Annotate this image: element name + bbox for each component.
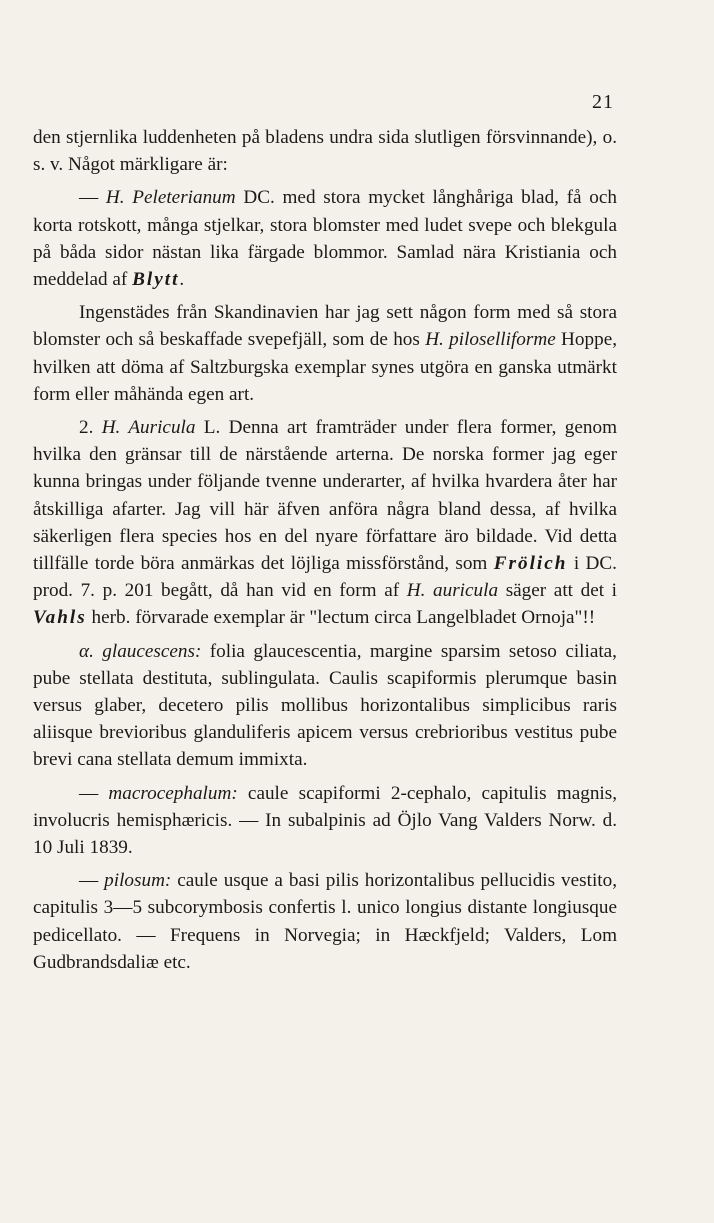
dash: — (79, 870, 105, 892)
collector-name: Blytt (132, 269, 180, 291)
paragraph-auricula (33, 414, 617, 632)
body-text (33, 124, 617, 982)
species-name: H. auricula (406, 580, 499, 602)
species-name: H. Peleterianum (105, 187, 236, 209)
paragraph-text: Hoppe, hvilken att döma af Saltzburgska exemplar synes utgöra en ganska utmärkt form eller måhända egen art. (33, 329, 618, 405)
paragraph-text: caule usque a basi pilis horizontalibus pellucidis vestito, capitulis 3—5 subcorymbosis confertis l. unico longius distante longiusque pedicellato. — Frequens in Norvegia; in Hæckfjeld; Valders, Lom Gudbrandsdaliæ etc. (33, 870, 618, 973)
paragraph-text: Ingenstädes från Skandinavien har jag sett någon form med så stora blomster och så beskaffade svepefjäll, som de hos (33, 302, 617, 351)
paragraph-text: DC. med stora mycket långhåriga blad, få och korta rotskott, många stjelkar, stora blomster med ludet svepe och blekgula på båda sidor nästan lika färgade blommor. Samlad nära Kristiania och meddelad af (33, 187, 617, 291)
paragraph-text: herb. förvarade exemplar är "lectum circa Langelbladet Ornoja"!! (86, 607, 596, 629)
species-name: H. piloselliforme (425, 329, 556, 351)
paragraph-text: folia glaucescentia, margine sparsim setoso ciliata, pube stellata destituta, sublingulata. Caulis scapiformis plerumque basin versus glaber, decetero pilis mollibus horizontalibus simplicibus raris aliisque brevioribus glanduliferis apicem versus crebrioribus vestitus pube brevi cana stellata demum immixta. (33, 640, 617, 771)
paragraph-1-text: den stjernlika luddenheten på bladens undra sida slutligen försvinnande), o. s. v. Något märkligare är: (33, 127, 617, 176)
paragraph-peleterianum (33, 184, 617, 293)
paragraph-text: säger att det i (498, 580, 617, 602)
paragraph-piloselliforme (33, 299, 617, 408)
paragraph-1 (33, 124, 617, 178)
dash: — (79, 187, 106, 209)
variety-label: α. glaucescens: (79, 640, 202, 662)
species-name: H. Auricula (101, 417, 196, 439)
paragraph-pilosum (33, 867, 617, 976)
dash: — (79, 782, 109, 804)
variety-label: macrocephalum: (108, 782, 238, 804)
paragraph-macrocephalum (33, 780, 617, 862)
author-name: Frölich (493, 553, 568, 575)
variety-label: pilosum: (104, 870, 172, 892)
paragraph-glaucescens (33, 638, 617, 774)
author-name: Vahls (33, 607, 87, 629)
period: . (179, 269, 185, 291)
paragraph-text: L. Denna art framträder under flera former, genom hvilka den gränsar till de närstående arterna. De norska former jag eger kunna bringas under följande tvenne underarter, af hvilka hvardera åter har åtskilliga afarter. Jag vill här äfven anföra några bland dessa, af hvilka säkerligen flera species hos en del nyare författare äro bildade. Vid detta tillfälle torde böra anmärkas det löjliga missförstånd, som (33, 417, 617, 575)
paragraph-text: i DC. prod. 7. p. 201 begått, då han vid en form af (33, 553, 617, 602)
item-number: 2. (79, 417, 102, 439)
page-number: 21 (592, 91, 614, 113)
paragraph-text: caule scapiformi 2-cephalo, capitulis magnis, involucris hemisphæricis. — In subalpinis ad Öjlo Vang Valders Norw. d. 10 Juli 1839. (33, 782, 618, 859)
